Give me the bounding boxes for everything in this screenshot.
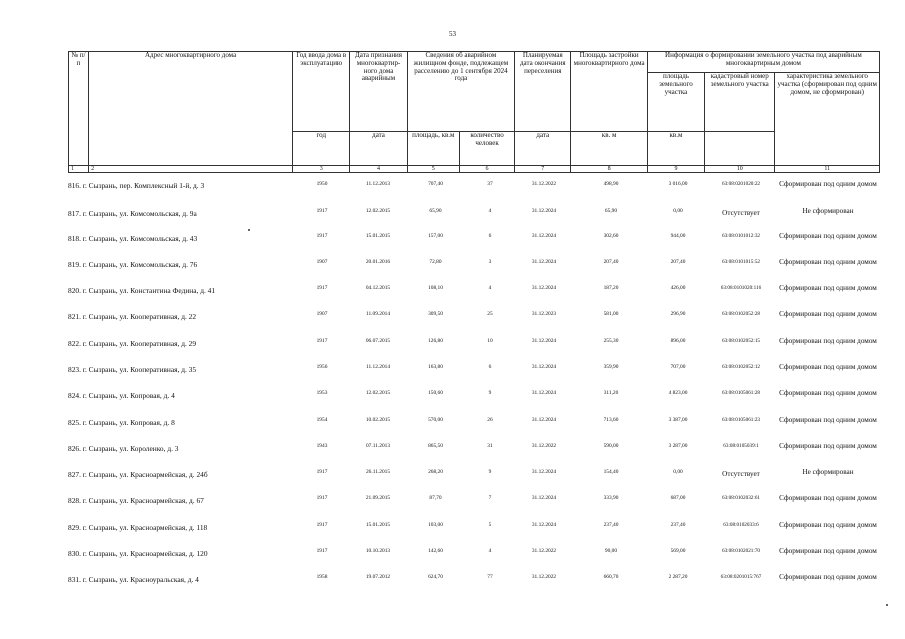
cadastral-cell: 63:08:0105061:23	[721, 417, 761, 423]
year-cell: 1917	[316, 469, 328, 475]
people-count-cell: 10	[487, 338, 493, 344]
unit-land: кв.м	[647, 132, 704, 166]
land-area-cell: 207,40	[670, 259, 686, 265]
table-row	[68, 416, 880, 442]
characteristic-cell: Сформирован под одним домом	[779, 547, 877, 555]
cadastral-cell: 63:08:0102021:70	[721, 548, 761, 554]
people-count-cell: 6	[488, 364, 492, 370]
unit-date: дата	[350, 132, 407, 166]
recognized-date-cell: 10.10.2013	[365, 548, 391, 554]
built-area-cell: 498,90	[603, 181, 619, 187]
people-count-cell: 37	[487, 181, 493, 187]
column-number: 10	[705, 166, 775, 173]
characteristic-cell: Сформирован под одним домом	[779, 389, 877, 397]
column-number: 1	[69, 166, 89, 173]
built-area-cell: 65,90	[604, 208, 618, 214]
land-area-cell: 3 016,00	[668, 181, 688, 187]
planned-date-cell: 31.12.2024	[531, 208, 557, 214]
table-row	[68, 337, 880, 363]
year-cell: 1943	[316, 443, 328, 449]
table-row	[68, 389, 880, 415]
built-area-cell: 237,40	[603, 522, 619, 528]
table-row	[68, 468, 880, 494]
table-row	[68, 494, 880, 520]
people-count-cell: 7	[488, 495, 492, 501]
address-cell: 822. г. Сызрань, ул. Кооперативная, д. 29	[68, 339, 197, 348]
area-cell: 624,70	[428, 574, 443, 580]
people-count-cell: 3	[488, 259, 492, 265]
header-land-group: Информация о формировании земельного участка под аварийным многоквартирным домом	[647, 52, 879, 73]
planned-date-cell: 31.12.2024	[531, 338, 557, 344]
header-address: Адрес многоквартирного дома	[89, 52, 293, 166]
people-count-cell: 9	[488, 469, 492, 475]
cadastral-cell: 63:08:0102052:15	[721, 338, 761, 344]
column-number: 8	[571, 166, 647, 173]
land-area-cell: 3 387,00	[668, 417, 688, 423]
cadastral-cell: 63:08:0105039:1	[723, 443, 759, 449]
cadastral-cell: 63:08:0102052:28	[721, 311, 761, 317]
planned-date-cell: 31.12.2023	[531, 311, 557, 317]
header-characteristic: характеристика земельного участка (сформирован под одним домом, не сформирован)	[775, 73, 880, 166]
table-row	[68, 207, 880, 233]
recognized-date-cell: 19.07.2012	[365, 574, 391, 580]
people-count-cell: 77	[487, 574, 493, 580]
table-row	[68, 521, 880, 547]
unit-built: кв. м	[571, 132, 647, 166]
recognized-date-cell: 11.12.2014	[365, 364, 391, 370]
cadastral-cell: 63:08:0101015:52	[721, 259, 761, 265]
recognized-date-cell: 11.12.2013	[365, 181, 391, 187]
characteristic-cell: Сформирован под одним домом	[779, 416, 877, 424]
address-cell: 820. г. Сызрань, ул. Константина Федина, д. 41	[68, 286, 216, 295]
header-recognized: Дата признания многоквартир-ного дома аварийным	[350, 52, 407, 132]
characteristic-cell: Сформирован под одним домом	[779, 180, 877, 188]
people-count-cell: 4	[488, 285, 492, 291]
planned-date-cell: 31.12.2024	[531, 469, 557, 475]
address-cell: 818. г. Сызрань, ул. Комсомольская, д. 43	[68, 234, 198, 243]
planned-date-cell: 31.12.2024	[531, 390, 557, 396]
recognized-date-cell: 15.01.2015	[365, 233, 391, 239]
table-row	[68, 310, 880, 336]
year-cell: 1917	[316, 285, 328, 291]
unit-plan-date: дата	[515, 132, 571, 166]
header-year: Год ввода дома в эксплуатацию	[293, 52, 350, 132]
address-cell: 826. г. Сызрань, ул. Короленко, д. 3	[68, 444, 179, 453]
header-planned: Планируемая дата окончания переселения	[515, 52, 571, 132]
land-area-cell: 0,00	[673, 208, 683, 214]
recognized-date-cell: 06.07.2015	[365, 338, 391, 344]
characteristic-cell: Не сформирован	[802, 207, 854, 215]
area-cell: 865,50	[428, 443, 443, 449]
year-cell: 1917	[316, 495, 328, 501]
characteristic-cell: Сформирован под одним домом	[779, 337, 877, 345]
year-cell: 1917	[316, 548, 328, 554]
people-count-cell: 25	[487, 311, 493, 317]
recognized-date-cell: 12.02.2015	[365, 208, 391, 214]
area-cell: 268,20	[428, 469, 443, 475]
people-count-cell: 31	[487, 443, 493, 449]
land-area-cell: 3 287,00	[668, 443, 688, 449]
people-count-cell: 6	[488, 233, 492, 239]
cadastral-cell: Отсутствует	[722, 209, 760, 217]
area-cell: 87,70	[429, 495, 442, 501]
land-area-cell: 4 823,00	[668, 390, 688, 396]
people-count-cell: 4	[488, 208, 492, 214]
area-cell: 72,80	[429, 259, 442, 265]
built-area-cell: 187,20	[603, 285, 619, 291]
built-area-cell: 660,70	[603, 574, 619, 580]
header-no: № п/п	[69, 52, 89, 166]
column-number: 2	[89, 166, 293, 173]
planned-date-cell: 31.12.2022	[531, 548, 557, 554]
recognized-date-cell: 12.02.2015	[365, 390, 391, 396]
table-row	[68, 363, 880, 389]
column-number: 4	[350, 166, 407, 173]
planned-date-cell: 31.12.2024	[531, 417, 557, 423]
scan-speck	[886, 604, 888, 606]
characteristic-cell: Сформирован под одним домом	[779, 310, 877, 318]
people-count-cell: 9	[488, 390, 492, 396]
cadastral-cell: 63:08:0102052:12	[721, 364, 761, 370]
address-cell: 824. г. Сызрань, ул. Копровая, д. 4	[68, 391, 175, 400]
planned-date-cell: 31.12.2024	[531, 285, 557, 291]
area-cell: 163,80	[428, 364, 443, 370]
characteristic-cell: Сформирован под одним домом	[779, 442, 877, 450]
land-area-cell: 896,00	[670, 338, 686, 344]
recognized-date-cell: 20.01.2016	[365, 259, 391, 265]
address-cell: 830. г. Сызрань, ул. Красноармейская, д. 120	[68, 549, 208, 558]
address-cell: 831. г. Сызрань, ул. Красноуральская, д. 4	[68, 575, 199, 584]
year-cell: 1958	[316, 574, 328, 580]
address-cell: 821. г. Сызрань, ул. Кооперативная, д. 22	[68, 312, 197, 321]
address-cell: 823. г. Сызрань, ул. Кооперативная, д. 35	[68, 365, 197, 374]
table-row	[68, 573, 880, 599]
planned-date-cell: 31.12.2024	[531, 233, 557, 239]
column-number: 11	[775, 166, 880, 173]
column-number: 3	[293, 166, 350, 173]
characteristic-cell: Не сформирован	[802, 468, 854, 476]
land-area-cell: 237,40	[670, 522, 686, 528]
built-area-cell: 333,90	[603, 495, 619, 501]
header-land-area: площадь земельного участка	[647, 73, 704, 132]
unit-people: количество человек	[459, 132, 514, 166]
header-cadastral: кадастровый номер земельного участка	[705, 73, 775, 132]
header-built-area: Площадь застройки многоквартирного дома	[571, 52, 647, 132]
unit-area: площадь, кв.м	[407, 132, 459, 166]
built-area-cell: 207,40	[603, 259, 619, 265]
characteristic-cell: Сформирован под одним домом	[779, 258, 877, 266]
land-area-cell: 296,90	[670, 311, 686, 317]
land-area-cell: 2 287,20	[668, 574, 688, 580]
built-area-cell: 311,20	[603, 390, 619, 396]
area-cell: 570,00	[428, 417, 443, 423]
land-area-cell: 0,00	[673, 469, 683, 475]
year-cell: 1907	[316, 259, 328, 265]
cadastral-cell: 63:08:0201015:767	[720, 574, 762, 580]
people-count-cell: 26	[487, 417, 493, 423]
characteristic-cell: Сформирован под одним домом	[779, 494, 877, 502]
cadastral-cell: 63:08:0101020:116	[720, 285, 762, 291]
recognized-date-cell: 10.02.2015	[365, 417, 391, 423]
characteristic-cell: Сформирован под одним домом	[779, 573, 877, 581]
planned-date-cell: 31.12.2022	[531, 181, 557, 187]
land-area-cell: 426,00	[670, 285, 686, 291]
recognized-date-cell: 26.11.2015	[365, 469, 391, 475]
column-number: 9	[647, 166, 704, 173]
cadastral-cell: 63:08:0102032:61	[721, 495, 761, 501]
land-area-cell: 687,00	[670, 495, 686, 501]
housing-table-header	[68, 51, 880, 173]
recognized-date-cell: 15.01.2015	[365, 522, 391, 528]
table-row	[68, 232, 880, 258]
address-cell: 816. г. Сызрань, пер. Комплексный 1-й, д. 3	[68, 181, 205, 190]
built-area-cell: 581,00	[603, 311, 619, 317]
table-row	[68, 442, 880, 468]
characteristic-cell: Сформирован под одним домом	[779, 363, 877, 371]
address-cell: 825. г. Сызрань, ул. Копровая, д. 8	[68, 418, 175, 427]
cadastral-cell: 63:08:0101012:32	[721, 233, 761, 239]
year-cell: 1917	[316, 208, 328, 214]
people-count-cell: 5	[488, 522, 492, 528]
area-cell: 142,60	[428, 548, 443, 554]
area-cell: 103,00	[428, 522, 443, 528]
year-cell: 1917	[316, 338, 328, 344]
year-cell: 1917	[316, 233, 328, 239]
address-cell: 819. г. Сызрань, ул. Комсомольская, д. 76	[68, 260, 198, 269]
address-cell: 828. г. Сызрань, ул. Красноармейская, д. 67	[68, 496, 204, 505]
built-area-cell: 154,40	[603, 469, 619, 475]
area-cell: 157,00	[428, 233, 443, 239]
table-row	[68, 284, 880, 310]
column-number: 7	[515, 166, 571, 173]
header-info-housing: Сведения об аварийном жилищном фонде, подлежащем расселению до 1 сентября 2024 года	[407, 52, 515, 132]
planned-date-cell: 31.12.2024	[531, 364, 557, 370]
land-area-cell: 569,00	[670, 548, 686, 554]
year-cell: 1953	[316, 390, 328, 396]
land-area-cell: 707,00	[670, 364, 686, 370]
recognized-date-cell: 11.09.2014	[365, 311, 391, 317]
built-area-cell: 255,30	[603, 338, 619, 344]
area-cell: 150,60	[428, 390, 443, 396]
address-cell: 829. г. Сызрань, ул. Красноармейская, д. 118	[68, 523, 208, 532]
year-cell: 1907	[316, 311, 328, 317]
area-cell: 309,50	[428, 311, 443, 317]
unit-cadastral-empty	[705, 132, 775, 166]
scan-speck	[248, 229, 250, 231]
planned-date-cell: 31.12.2022	[531, 443, 557, 449]
recognized-date-cell: 07.11.2013	[365, 443, 391, 449]
built-area-cell: 302,60	[603, 233, 619, 239]
planned-date-cell: 31.12.2024	[531, 495, 557, 501]
characteristic-cell: Сформирован под одним домом	[779, 232, 877, 240]
area-cell: 108,10	[428, 285, 443, 291]
address-cell: 827. г. Сызрань, ул. Красноармейская, д. 24б	[68, 470, 208, 479]
recognized-date-cell: 21.09.2015	[365, 495, 391, 501]
page-number: 53	[449, 30, 456, 38]
built-area-cell: 359,90	[603, 364, 619, 370]
characteristic-cell: Сформирован под одним домом	[779, 521, 877, 529]
column-number: 5	[407, 166, 459, 173]
cadastral-cell: Отсутствует	[722, 470, 760, 478]
planned-date-cell: 31.12.2024	[531, 259, 557, 265]
planned-date-cell: 31.12.2024	[531, 522, 557, 528]
year-cell: 1950	[316, 181, 328, 187]
built-area-cell: 713,60	[603, 417, 619, 423]
table-row	[68, 182, 880, 208]
land-area-cell: 944,00	[670, 233, 686, 239]
table-row	[68, 547, 880, 573]
year-cell: 1917	[316, 522, 328, 528]
column-number: 6	[459, 166, 514, 173]
recognized-date-cell: 04.12.2015	[365, 285, 391, 291]
unit-year: год	[293, 132, 350, 166]
table-row	[68, 258, 880, 284]
planned-date-cell: 31.12.2022	[531, 574, 557, 580]
year-cell: 1956	[316, 364, 328, 370]
year-cell: 1954	[316, 417, 328, 423]
cadastral-cell: 63:08:0102033:6	[723, 522, 759, 528]
cadastral-cell: 63:08:0201020:22	[721, 181, 761, 187]
built-area-cell: 590,00	[603, 443, 619, 449]
area-cell: 707,40	[428, 181, 443, 187]
characteristic-cell: Сформирован под одним домом	[779, 284, 877, 292]
cadastral-cell: 63:08:0105061:28	[721, 390, 761, 396]
address-cell: 817. г. Сызрань, ул. Комсомольская, д. 9а	[68, 209, 197, 218]
people-count-cell: 4	[488, 548, 492, 554]
area-cell: 65,90	[429, 208, 442, 214]
area-cell: 126,80	[428, 338, 443, 344]
built-area-cell: 90,00	[604, 548, 618, 554]
